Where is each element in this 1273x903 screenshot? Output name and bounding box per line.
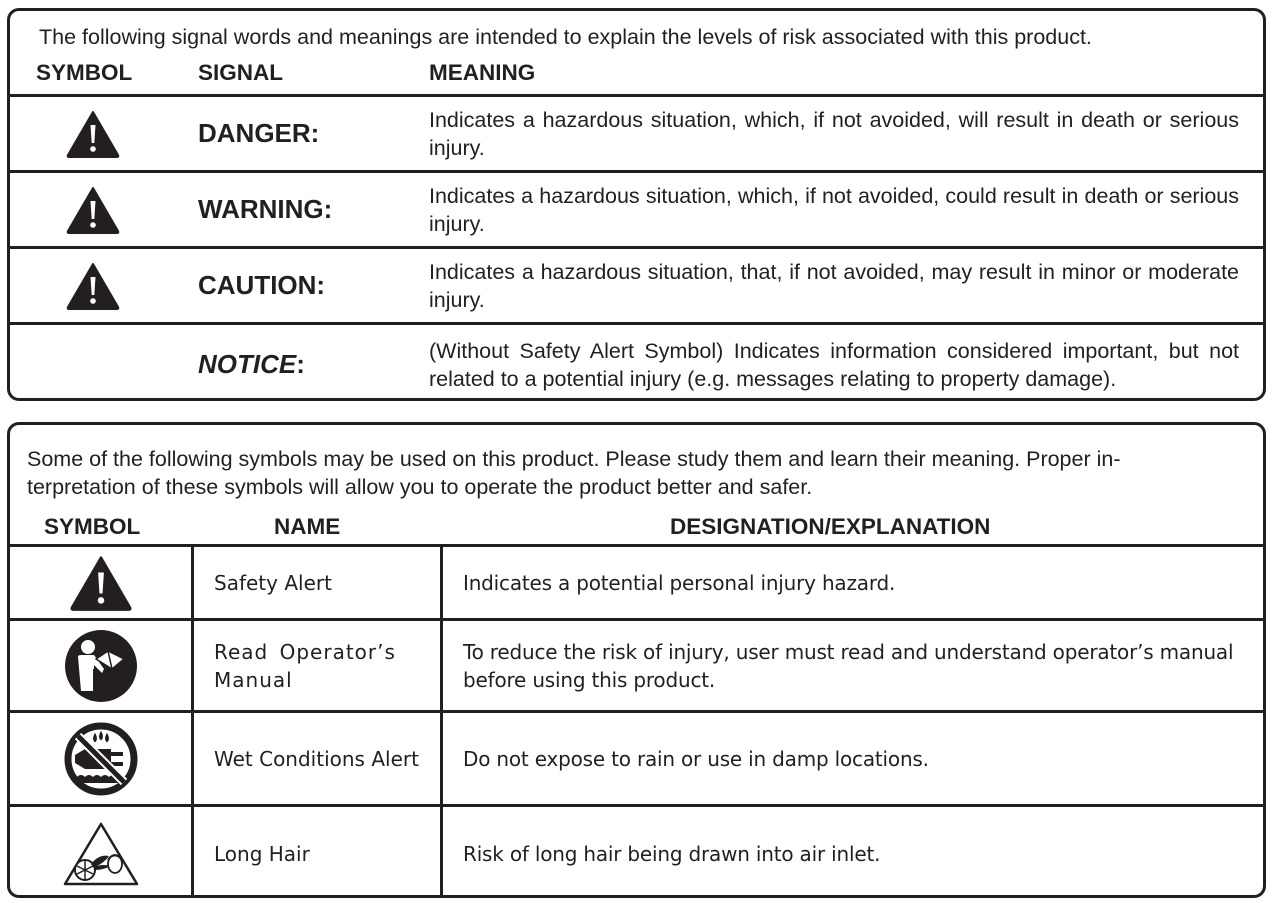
signal-table-intro: The following signal words and meanings are intended to explain the levels of risk associated with this product.: [39, 25, 1092, 49]
symbol-name: Safety Alert: [214, 570, 332, 595]
safety-alert-triangle-icon: [60, 249, 126, 322]
symbol-row-long-hair: [10, 804, 1263, 898]
notice-word: NOTICE: [198, 349, 297, 379]
signal-word: CAUTION:: [198, 270, 326, 300]
header-symbol: SYMBOL: [44, 514, 141, 539]
read-manual-icon: [10, 621, 192, 710]
signal-word: DANGER:: [198, 118, 320, 148]
safety-alert-triangle-icon: [60, 173, 126, 246]
signal-word: WARNING:: [198, 194, 333, 224]
symbol-row-wet-conditions: [10, 710, 1263, 804]
wet-conditions-icon: [10, 713, 192, 804]
signal-words-table: [7, 8, 1266, 401]
symbol-name: Wet Conditions Alert: [214, 746, 419, 771]
intro-line-2: terpretation of these symbols will allow you to operate the product better and safer.: [27, 475, 813, 499]
header-name: NAME: [274, 514, 341, 539]
symbol-designation: To reduce the risk of injury, user must read and understand operator’s manual before using this product.: [463, 639, 1234, 692]
signal-word: [198, 325, 305, 401]
symbol-row-safety-alert: [10, 544, 1263, 618]
signal-meaning: Indicates a hazardous situation, which, if not avoided, could result in death or serious injury.: [429, 183, 1239, 236]
header-signal: SIGNAL: [198, 60, 284, 85]
symbols-table: [7, 422, 1266, 898]
signal-row-warning: [10, 170, 1263, 246]
symbol-table-intro: [27, 445, 1247, 501]
symbol-designation: Do not expose to rain or use in damp locations.: [463, 746, 929, 771]
intro-line-1: Some of the following symbols may be used on this product. Please study them and learn their meaning. Proper in-: [27, 447, 1121, 471]
signal-meaning: Indicates a hazardous situation, that, if not avoided, may result in minor or moderate injury.: [429, 259, 1239, 312]
symbol-row-read-manual: [10, 618, 1263, 710]
header-meaning: MEANING: [429, 60, 536, 85]
signal-row-notice: [10, 322, 1263, 401]
signal-meaning: (Without Safety Alert Symbol) Indicates information considered important, but not related to a potential injury (e.g. messages relating to property damage).: [429, 338, 1239, 391]
symbol-name: Long Hair: [214, 842, 310, 866]
symbol-designation: Indicates a potential personal injury hazard.: [463, 570, 896, 595]
notice-colon: :: [296, 349, 305, 379]
long-hair-icon: [10, 807, 192, 898]
safety-alert-triangle-icon: [10, 547, 192, 618]
safety-alert-triangle-icon: [60, 97, 126, 170]
signal-row-danger: [10, 94, 1263, 170]
symbol-name: Read Operator’s Manual: [214, 639, 396, 692]
header-designation: DESIGNATION/EXPLANATION: [670, 514, 991, 539]
signal-row-caution: [10, 246, 1263, 322]
symbol-designation: Risk of long hair being drawn into air inlet.: [463, 842, 881, 866]
signal-meaning: Indicates a hazardous situation, which, if not avoided, will result in death or serious injury.: [429, 107, 1239, 160]
header-symbol: SYMBOL: [36, 60, 133, 85]
